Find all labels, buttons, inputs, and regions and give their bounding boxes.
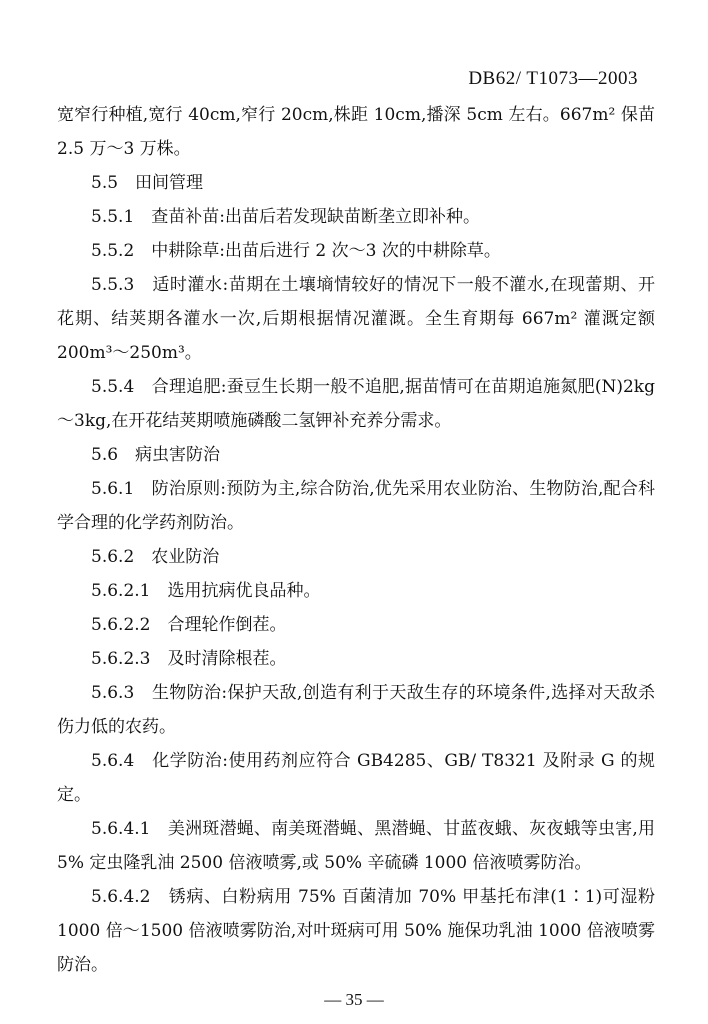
paragraph: 5.5.2 中耕除草:出苗后进行 2 次～3 次的中耕除草。: [91, 241, 501, 261]
paragraph: 5.6.4.1 美洲斑潜蝇、南美斑潜蝇、黑潜蝇、甘蓝夜蛾、灰夜蛾等虫害,用 5% 定虫隆乳油 2500 倍液喷雾,或 50% 辛硫磷 1000 倍液喷雾防治。: [57, 819, 655, 873]
paragraph: 5.5.1 查苗补苗:出苗后若发现缺苗断垄立即补种。: [91, 207, 480, 227]
paragraph: 5.6 病虫害防治: [91, 445, 221, 465]
paragraph: 5.5 田间管理: [91, 173, 204, 193]
paragraph: 5.6.2.3 及时清除根茬。: [91, 649, 287, 669]
paragraph: 5.6.2.2 合理轮作倒茬。: [91, 615, 287, 635]
paragraph: 5.6.2.1 选用抗病优良品种。: [91, 581, 321, 601]
paragraph: 5.5.3 适时灌水:苗期在土壤墒情较好的情况下一般不灌水,在现蕾期、开花期、结荚期各灌水一次,后期根据情况灌溉。全生育期每 667m² 灌溉定额 200m³～250m³。: [57, 275, 655, 363]
body-text: [57, 98, 655, 982]
paragraph: 5.5.4 合理追肥:蚕豆生长期一般不追肥,据苗情可在苗期追施氮肥(N)2kg～3kg,在开花结荚期喷施磷酸二氢钾补充养分需求。: [57, 377, 655, 431]
paragraph: 5.6.1 防治原则:预防为主,综合防治,优先采用农业防治、生物防治,配合科学合理的化学药剂防治。: [57, 479, 655, 533]
paragraph: 5.6.4 化学防治:使用药剂应符合 GB4285、GB/ T8321 及附录 G 的规定。: [57, 751, 655, 805]
paragraph: 5.6.3 生物防治:保护天敌,创造有利于天敌生存的环境条件,选择对天敌杀伤力低的农药。: [57, 683, 655, 737]
page-number: — 35 —: [324, 990, 384, 1009]
paragraph: 宽窄行种植,宽行 40cm,窄行 20cm,株距 10cm,播深 5cm 左右。667m² 保苗 2.5 万～3 万株。: [57, 105, 655, 159]
paragraph: 5.6.4.2 锈病、白粉病用 75% 百菌清加 70% 甲基托布津(1∶1)可湿粉 1000 倍～1500 倍液喷雾防治,对叶斑病可用 50% 施保功乳油 1000 倍液喷雾防治。: [57, 887, 655, 975]
standard-number-header: DB62/ T1073—2003: [468, 68, 638, 89]
paragraph: 5.6.2 农业防治: [91, 547, 220, 567]
